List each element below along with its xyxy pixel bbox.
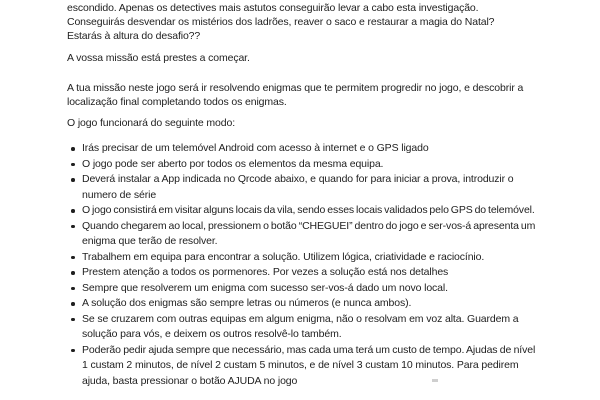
paragraph [67,116,535,130]
paragraph [67,1,535,43]
bullet-list [67,141,535,389]
bullet-item [67,203,535,219]
faint-footer-mark [432,379,438,382]
bullet-item [67,219,535,250]
bullet-item [67,172,535,203]
text-line: O jogo funcionará do seguinte modo: [67,117,235,129]
bullet-item [67,296,535,312]
text-line: O jogo consistirá em visitar alguns locais da vila, sendo esses locais validados pelo GPS do telemóvel. [82,204,535,216]
bullet-icon [71,287,75,291]
text-line: A vossa missão está prestes a começar. [67,52,250,64]
bullet-item [67,281,535,297]
text-line: localização final completando todos os enigmas. [67,96,287,108]
text-line: Deverá instalar a App indicada no Qrcode abaixo, e quando for para iniciar a prova, introduzir o [82,173,514,185]
bullet-item [67,312,535,343]
document-content [67,1,535,389]
text-line: A solução dos enigmas são sempre letras ou números (e nunca ambos). [82,297,412,309]
text-line: O jogo pode ser aberto por todos os elementos da mesma equipa. [82,157,384,170]
paragraph [67,51,535,65]
text-line: ajuda, basta pressionar o botão AJUDA no jogo [82,374,298,387]
text-line: Sempre que resolverem um enigma com sucesso ser-vos-á dado um novo local. [82,281,448,294]
text-line: Prestem atenção a todos os pormenores. Por vezes a solução está nos detalhes [82,266,449,278]
text-line: escondido. Apenas os detectives mais astutos conseguirão levar a cabo esta investigação. [67,2,479,14]
text-line: Se se cruzarem com outras equipas em algum enigma, não o resolvam em voz alta. Guardem a [82,312,519,325]
bullet-icon [71,163,75,167]
bullet-icon [71,318,75,322]
bullet-icon [71,302,75,306]
bullet-icon [71,147,75,151]
bullet-item [67,157,535,173]
text-line: Quando chegarem ao local, pressionem o botão “CHEGUEI” dentro do jogo e ser-vos-á apresenta um [82,219,536,232]
bullet-item [67,265,535,281]
text-line: A tua missão neste jogo será ir resolvendo enigmas que te permitem progredir no jogo, e descobrir a [67,82,524,94]
bullet-icon [71,225,75,229]
bullet-item [67,250,535,266]
text-line: enigma que terão de resolver. [82,235,218,247]
bullet-icon [71,209,75,213]
bullet-item [67,343,535,390]
bullet-icon [71,271,75,275]
text-line: Estarás à altura do desafio?? [67,30,201,42]
text-line: Poderão pedir ajuda sempre que necessário, mas cada uma terá um custo de tempo. Ajudas de nível [82,343,536,356]
bullet-item [67,141,535,157]
text-line: Trabalhem em equipa para encontrar a solução. Utilizem lógica, criatividade e raciocínio. [82,250,485,263]
text-line: solução para vós, e deixem os outros resolvê-lo também. [82,328,342,340]
bullet-icon [71,349,75,353]
bullet-icon [71,256,75,260]
text-line: 1 custam 2 minutos, de nível 2 custam 5 minutos, e de nível 3 custam 10 minutos. Para pedirem [82,359,519,371]
bullet-icon [71,178,75,182]
text-line: Irás precisar de um telemóvel Android com acesso à internet e o GPS ligado [82,142,429,154]
paragraph [67,81,535,109]
text-line: Conseguirás desvendar os mistérios dos ladrões, reaver o saco e restaurar a magia do Natal? [67,16,495,28]
text-line: numero de série [82,188,157,201]
